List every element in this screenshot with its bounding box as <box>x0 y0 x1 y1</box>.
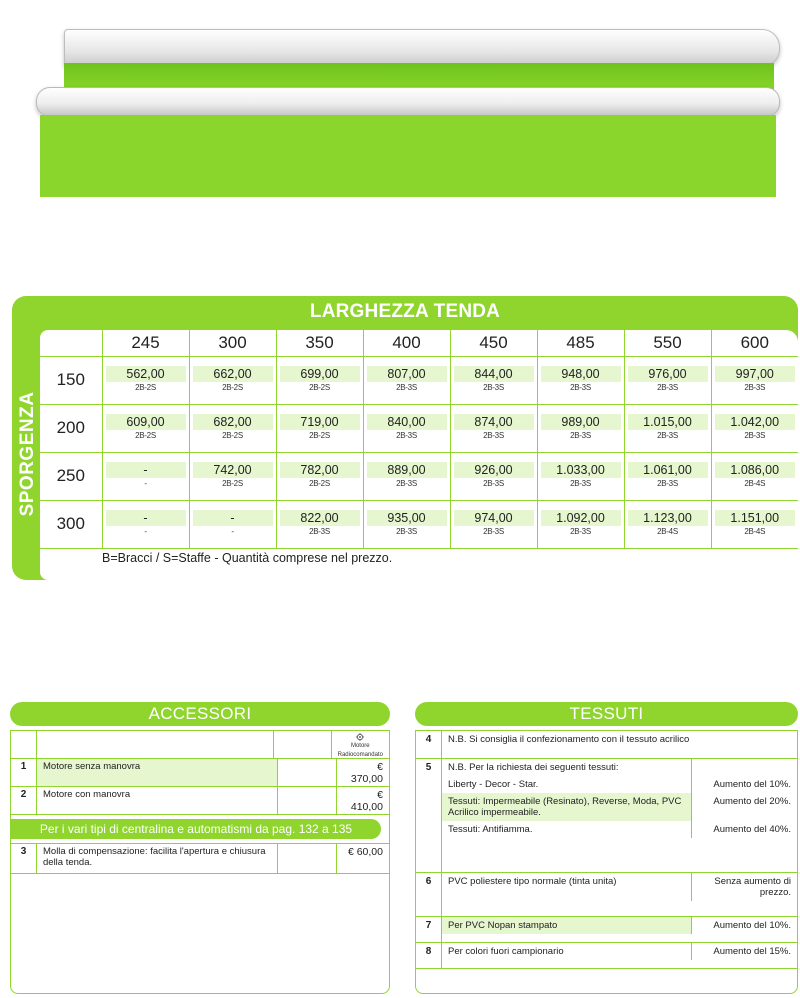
price-value: 719,00 <box>280 414 360 430</box>
automation-banner: Per i vari tipi di centralina e automatismi da pag. 132 a 135 <box>11 819 381 839</box>
tessuti-item <box>416 943 797 969</box>
config-code: 2B-2S <box>222 383 243 392</box>
price-cell-content <box>277 453 363 500</box>
price-cell <box>276 452 363 500</box>
config-code: 2B-3S <box>570 527 591 536</box>
width-header-245: 245 <box>102 330 189 356</box>
projection-label: 150 <box>40 356 102 404</box>
price-cell-content <box>190 405 276 452</box>
line-description: N.B. Per la richiesta dei seguenti tessuti: <box>448 762 619 773</box>
price-cell <box>711 356 798 404</box>
config-code: 2B-3S <box>483 431 504 440</box>
price-value: 742,00 <box>193 462 273 478</box>
awning-illustration <box>30 25 780 200</box>
motor-icon <box>353 733 367 741</box>
width-header-350: 350 <box>276 330 363 356</box>
accessori-list <box>11 731 389 874</box>
item-price: € 410,00 <box>350 789 383 813</box>
line-description: Per PVC Nopan stampato <box>442 917 691 934</box>
item-line <box>442 943 797 960</box>
price-value: 997,00 <box>715 366 796 382</box>
price-value: 699,00 <box>280 366 360 382</box>
price-cell-content <box>103 501 189 548</box>
price-value: 926,00 <box>454 462 534 478</box>
price-cell <box>711 404 798 452</box>
price-cell <box>363 452 450 500</box>
tessuti-title: TESSUTI <box>415 702 798 726</box>
price-cell-content <box>451 405 537 452</box>
width-header-600: 600 <box>711 330 798 356</box>
config-code: 2B-4S <box>744 527 766 536</box>
config-code: 2B-3S <box>483 383 504 392</box>
line-description: Per colori fuori campionario <box>448 946 564 957</box>
price-cell <box>537 452 624 500</box>
config-code: 2B-3S <box>570 383 591 392</box>
price-cell-content <box>451 453 537 500</box>
price-value: 807,00 <box>367 366 447 382</box>
price-value: 609,00 <box>106 414 186 430</box>
motor-header-line1: Motore <box>350 743 370 749</box>
price-value: - <box>106 462 186 478</box>
config-code: 2B-4S <box>744 479 766 488</box>
price-cell <box>624 500 711 548</box>
item-line <box>442 731 797 748</box>
line-value: Aumento del 20%. <box>691 793 797 821</box>
projection-label: 300 <box>40 500 102 548</box>
config-code: 2B-3S <box>396 527 417 536</box>
item-body <box>442 943 797 968</box>
price-value: 1.123,00 <box>628 510 708 526</box>
price-cell <box>189 452 276 500</box>
price-value: 889,00 <box>367 462 447 478</box>
item-spacer <box>278 844 337 873</box>
price-value: 1.151,00 <box>715 510 796 526</box>
price-cell <box>102 500 189 548</box>
price-cell-content <box>364 357 450 404</box>
price-cell <box>189 500 276 548</box>
acc-desc-head <box>37 731 274 758</box>
item-number: 3 <box>11 844 37 873</box>
item-spacer <box>278 759 337 786</box>
price-cell-content <box>190 453 276 500</box>
price-row-300 <box>40 500 798 548</box>
price-cell <box>624 452 711 500</box>
corner-cell <box>40 330 102 356</box>
price-value: 935,00 <box>367 510 447 526</box>
item-number: 4 <box>416 731 442 758</box>
item-line <box>442 873 797 901</box>
line-value <box>691 759 797 776</box>
config-code: - <box>231 527 234 536</box>
price-cell-content <box>364 501 450 548</box>
config-code: 2B-2S <box>309 431 330 440</box>
item-line <box>442 821 797 838</box>
note-row <box>40 548 798 568</box>
price-value: 948,00 <box>541 366 621 382</box>
price-value: - <box>193 510 273 526</box>
price-cell <box>450 356 537 404</box>
width-header-400: 400 <box>363 330 450 356</box>
price-cell-content <box>103 405 189 452</box>
price-cell-content <box>277 405 363 452</box>
config-code: 2B-3S <box>570 479 591 488</box>
line-value: Aumento del 10%. <box>691 917 797 934</box>
projection-label: 250 <box>40 452 102 500</box>
price-cell-content <box>451 357 537 404</box>
price-cell <box>450 500 537 548</box>
price-cell <box>711 500 798 548</box>
price-cell <box>276 500 363 548</box>
config-code: 2B-3S <box>309 527 330 536</box>
price-cell <box>189 404 276 452</box>
price-cell-content <box>625 405 711 452</box>
price-cell-content <box>625 501 711 548</box>
price-cell <box>450 452 537 500</box>
width-header-300: 300 <box>189 330 276 356</box>
item-spacer <box>278 787 337 814</box>
price-cell <box>537 404 624 452</box>
price-cell-content <box>712 501 799 548</box>
item-number: 7 <box>416 917 442 942</box>
price-cell <box>363 404 450 452</box>
config-code: 2B-3S <box>657 479 678 488</box>
price-cell <box>102 404 189 452</box>
projection-label: 200 <box>40 404 102 452</box>
price-cell <box>624 356 711 404</box>
price-row-150 <box>40 356 798 404</box>
config-code: 2B-3S <box>396 431 417 440</box>
accessori-header-row <box>11 731 389 759</box>
price-cell-content <box>364 405 450 452</box>
price-cell-content <box>277 501 363 548</box>
line-description: PVC poliestere tipo normale (tinta unita) <box>448 876 617 887</box>
config-code: 2B-2S <box>222 431 243 440</box>
line-value: Aumento del 15%. <box>691 943 797 960</box>
item-price: € 60,00 <box>347 846 383 858</box>
price-value: 682,00 <box>193 414 273 430</box>
config-code: 2B-3S <box>483 479 504 488</box>
price-cell-content <box>190 501 276 548</box>
price-value: 976,00 <box>628 366 708 382</box>
width-header-450: 450 <box>450 330 537 356</box>
acc-num-head <box>11 731 37 758</box>
config-code: 2B-2S <box>309 383 330 392</box>
price-cell-content <box>103 357 189 404</box>
price-value: 1.033,00 <box>541 462 621 478</box>
line-description: Liberty - Decor - Star. <box>448 779 539 790</box>
side-label-text: SPORGENZA <box>17 391 38 517</box>
config-code: 2B-2S <box>135 383 156 392</box>
price-cell-content <box>364 453 450 500</box>
tessuti-panel <box>415 730 798 994</box>
price-value: 1.086,00 <box>715 462 796 478</box>
item-line <box>442 793 797 821</box>
config-code: 2B-3S <box>570 431 591 440</box>
accessori-banner-row <box>11 815 389 844</box>
config-code: 2B-3S <box>657 383 678 392</box>
acc-empty-head <box>274 731 332 758</box>
price-cell-content <box>451 501 537 548</box>
price-cell <box>363 356 450 404</box>
config-code: 2B-2S <box>309 479 330 488</box>
line-description: Tessuti: Impermeabile (Resinato), Reverse, Moda, PVC Acrilico impermeabile. <box>442 793 691 821</box>
price-value: - <box>106 510 186 526</box>
price-value: 1.061,00 <box>628 462 708 478</box>
item-number: 6 <box>416 873 442 916</box>
price-note: B=Bracci / S=Staffe - Quantità comprese nel prezzo. <box>102 551 393 566</box>
item-line <box>442 917 797 934</box>
item-body <box>442 917 797 942</box>
price-cell-content <box>538 357 624 404</box>
price-cell-content <box>712 357 799 404</box>
price-cell <box>537 356 624 404</box>
tessuti-item <box>416 873 797 917</box>
price-cell-content <box>625 453 711 500</box>
config-code: 2B-3S <box>657 431 678 440</box>
price-value: 974,00 <box>454 510 534 526</box>
price-value: 662,00 <box>193 366 273 382</box>
price-value: 844,00 <box>454 366 534 382</box>
config-code: 2B-3S <box>483 527 504 536</box>
accessori-panel <box>10 730 390 994</box>
config-code: - <box>144 479 147 488</box>
item-body <box>442 731 797 758</box>
item-number: 8 <box>416 943 442 968</box>
accessori-item <box>11 759 389 787</box>
config-code: - <box>144 527 147 536</box>
tessuti-list <box>416 731 797 969</box>
price-value: 562,00 <box>106 366 186 382</box>
awning-fabric <box>40 115 776 197</box>
price-row-200 <box>40 404 798 452</box>
config-code: 2B-4S <box>657 527 678 536</box>
price-cell-content <box>625 357 711 404</box>
price-value: 1.015,00 <box>628 414 708 430</box>
price-cell <box>537 500 624 548</box>
price-cell-content <box>538 405 624 452</box>
width-header-row <box>40 330 798 356</box>
item-description: Motore con manovra <box>37 787 278 814</box>
item-description: Molla di compensazione: facilita l'apertura e chiusura della tenda. <box>37 844 278 873</box>
awning-front-bar <box>36 87 780 117</box>
price-cell-content <box>712 453 799 500</box>
price-cell <box>102 356 189 404</box>
line-value: Aumento del 40%. <box>691 821 797 838</box>
item-line <box>442 759 797 776</box>
item-description: Motore senza manovra <box>37 759 278 786</box>
item-body <box>442 759 797 872</box>
price-table <box>12 296 798 580</box>
awning-cassette <box>64 29 780 67</box>
line-description: N.B. Si consiglia il confezionamento con il tessuto acrilico <box>448 734 690 745</box>
price-cell <box>276 356 363 404</box>
price-cell-content <box>712 405 799 452</box>
price-value: 1.042,00 <box>715 414 796 430</box>
price-cell <box>363 500 450 548</box>
price-cell-content <box>277 357 363 404</box>
config-code: 2B-3S <box>744 383 766 392</box>
config-code: 2B-2S <box>222 479 243 488</box>
tessuti-item <box>416 759 797 873</box>
price-grid <box>40 330 798 568</box>
price-value: 840,00 <box>367 414 447 430</box>
item-number: 2 <box>11 787 37 814</box>
price-cell-content <box>538 453 624 500</box>
price-cell-content <box>103 453 189 500</box>
line-description: Tessuti: Antifiamma. <box>448 824 533 835</box>
price-cell <box>189 356 276 404</box>
line-value: Aumento del 10%. <box>691 776 797 793</box>
tessuti-item <box>416 731 797 759</box>
item-number: 1 <box>11 759 37 786</box>
accessori-title: ACCESSORI <box>10 702 390 726</box>
motor-header-line2: Radiocomandato <box>337 752 383 758</box>
config-code: 2B-3S <box>396 479 417 488</box>
price-row-250 <box>40 452 798 500</box>
config-code: 2B-3S <box>744 431 766 440</box>
width-header-485: 485 <box>537 330 624 356</box>
price-cell <box>102 452 189 500</box>
price-cell-content <box>190 357 276 404</box>
config-code: 2B-3S <box>396 383 417 392</box>
price-table-title: LARGHEZZA TENDA <box>309 301 501 322</box>
price-cell <box>624 404 711 452</box>
price-value: 989,00 <box>541 414 621 430</box>
price-value: 874,00 <box>454 414 534 430</box>
price-cell <box>450 404 537 452</box>
accessori-item <box>11 844 389 874</box>
line-value: Senza aumento di prezzo. <box>691 873 797 901</box>
accessori-item <box>11 787 389 815</box>
price-value: 782,00 <box>280 462 360 478</box>
tessuti-item <box>416 917 797 943</box>
item-body <box>442 873 797 916</box>
price-table-body <box>40 330 798 580</box>
item-price: € 370,00 <box>350 761 383 785</box>
motor-header <box>332 731 389 758</box>
item-line <box>442 776 797 793</box>
price-cell <box>711 452 798 500</box>
config-code: 2B-2S <box>135 431 156 440</box>
item-number: 5 <box>416 759 442 872</box>
price-value: 1.092,00 <box>541 510 621 526</box>
price-cell-content <box>538 501 624 548</box>
price-value: 822,00 <box>280 510 360 526</box>
price-cell <box>276 404 363 452</box>
width-header-550: 550 <box>624 330 711 356</box>
